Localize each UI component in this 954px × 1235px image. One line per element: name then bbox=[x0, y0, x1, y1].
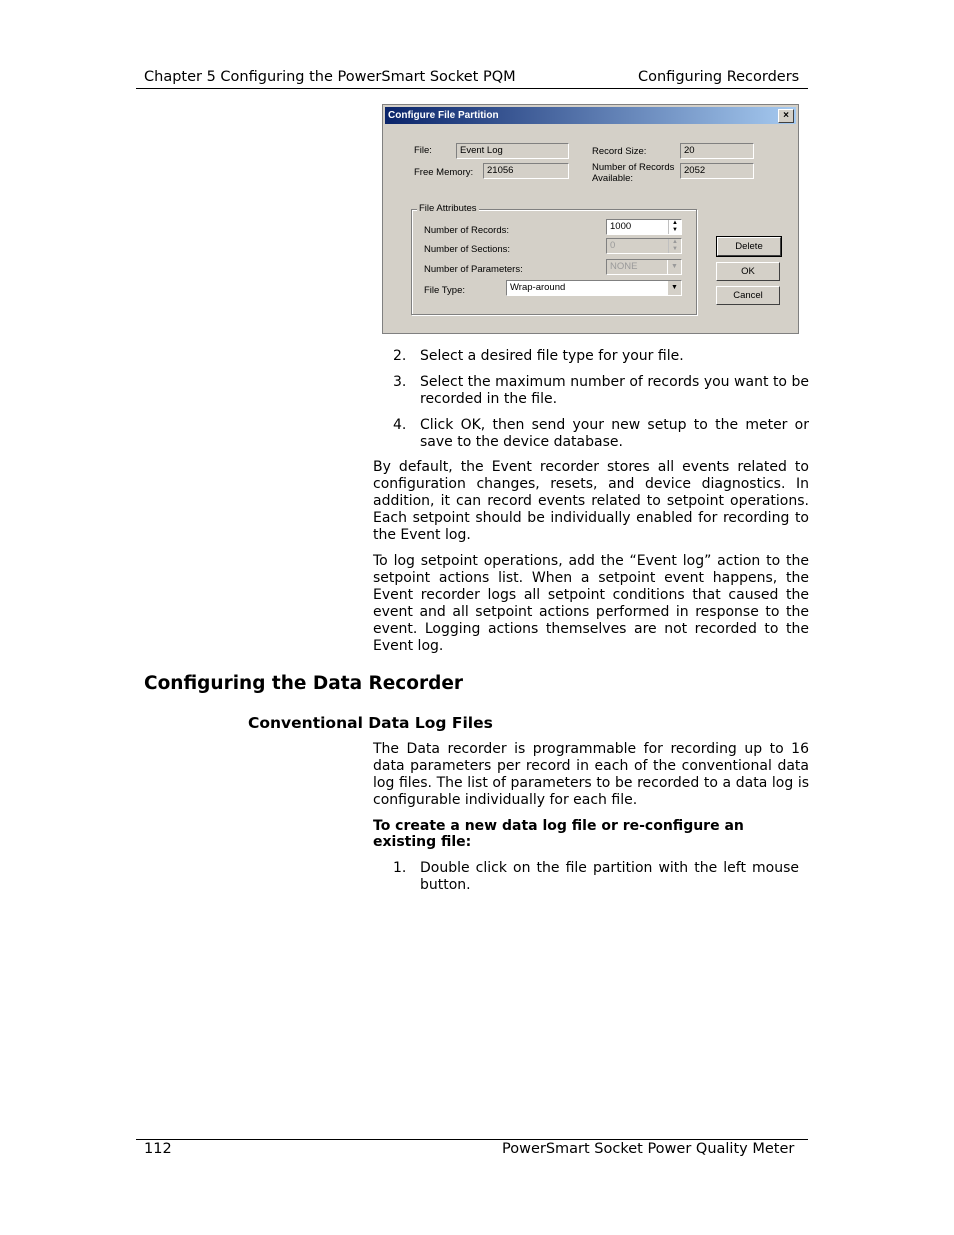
record-size-label: Record Size: bbox=[592, 146, 647, 157]
file-label: File: bbox=[414, 145, 432, 156]
list-item bbox=[393, 417, 809, 451]
list-item bbox=[393, 374, 809, 408]
paragraph-event-default: By default, the Event recorder stores all events related to configuration changes, resets, and device diagnostics. In addition, it can record events related to setpoint operations. Each setpoint should be individually enabled for recording to the Event log. bbox=[373, 459, 809, 543]
list-number: 1. bbox=[393, 860, 407, 876]
paragraph-setpoint-logging: To log setpoint operations, add the “Event log” action to the setpoint actions list. When a setpoint event happens, the Event recorder logs all setpoint conditions that caused the event and all setpoint actions performed in response to the event. Logging actions themselves are not recorded to the Event log. bbox=[373, 553, 809, 654]
subsection-title: Conventional Data Log Files bbox=[248, 714, 493, 732]
footer-rule bbox=[136, 1139, 808, 1140]
file-type-label: File Type: bbox=[424, 285, 466, 296]
header-section: Configuring Recorders bbox=[638, 69, 800, 85]
num-sections-spinner bbox=[606, 238, 682, 254]
header-chapter: Chapter 5 Configuring the PowerSmart Socket PQM bbox=[144, 69, 516, 85]
list-number: 3. bbox=[393, 374, 407, 390]
file-field: Event Log bbox=[456, 143, 569, 159]
cancel-button[interactable]: Cancel bbox=[716, 286, 780, 305]
num-sections-label: Number of Sections: bbox=[424, 244, 511, 255]
spinner-arrows-icon: ▲ ▼ bbox=[668, 239, 681, 253]
num-records-spinner[interactable] bbox=[606, 219, 682, 235]
file-type-select[interactable] bbox=[506, 280, 682, 296]
num-params-label: Number of Parameters: bbox=[424, 264, 523, 275]
free-memory-label: Free Memory: bbox=[414, 167, 474, 178]
list-item bbox=[393, 348, 809, 365]
list-number: 4. bbox=[393, 417, 407, 433]
record-size-field: 20 bbox=[680, 143, 754, 159]
paragraph-data-recorder: The Data recorder is programmable for recording up to 16 data parameters per record in each of the conventional data log files. The list of parameters to be recorded to a data log is configurable individually for each file. bbox=[373, 741, 809, 808]
num-records-label: Number of Records: bbox=[424, 225, 510, 236]
list-text: Select a desired file type for your file. bbox=[420, 348, 684, 364]
configure-file-partition-dialog bbox=[382, 104, 799, 334]
procedure-title: To create a new data log file or re-configure an existing file: bbox=[373, 818, 744, 850]
records-available-label-2: Available: bbox=[592, 173, 634, 184]
list-text: Select the maximum number of records you want to be recorded in the file. bbox=[420, 374, 809, 407]
list-item bbox=[393, 860, 799, 894]
ok-button[interactable]: OK bbox=[716, 262, 780, 281]
num-params-value: NONE bbox=[610, 261, 638, 272]
delete-button[interactable]: Delete bbox=[717, 237, 781, 256]
list-text: Click OK, then send your new setup to the meter or save to the device database. bbox=[420, 417, 809, 450]
spinner-arrows-icon[interactable]: ▲ ▼ bbox=[668, 220, 681, 234]
list-text: Double click on the file partition with the left mouse button. bbox=[420, 860, 799, 893]
dialog-title: Configure File Partition bbox=[388, 110, 499, 121]
close-icon[interactable]: × bbox=[778, 109, 794, 123]
footer-title: PowerSmart Socket Power Quality Meter bbox=[502, 1141, 795, 1157]
records-available-label-1: Number of Records bbox=[592, 162, 675, 173]
page-number: 112 bbox=[144, 1141, 172, 1157]
chevron-down-icon: ▼ bbox=[667, 260, 681, 274]
records-available-field: 2052 bbox=[680, 163, 754, 179]
list-number: 2. bbox=[393, 348, 407, 364]
free-memory-field: 21056 bbox=[483, 163, 569, 179]
chevron-down-icon[interactable]: ▼ bbox=[667, 281, 681, 295]
file-type-value: Wrap-around bbox=[510, 282, 566, 293]
header-rule bbox=[136, 88, 808, 89]
num-params-select bbox=[606, 259, 682, 275]
section-title: Configuring the Data Recorder bbox=[144, 673, 464, 694]
num-sections-value: 0 bbox=[610, 240, 616, 251]
dialog-titlebar bbox=[385, 107, 796, 124]
num-records-value: 1000 bbox=[610, 221, 632, 232]
file-attributes-title: File Attributes bbox=[419, 203, 477, 214]
